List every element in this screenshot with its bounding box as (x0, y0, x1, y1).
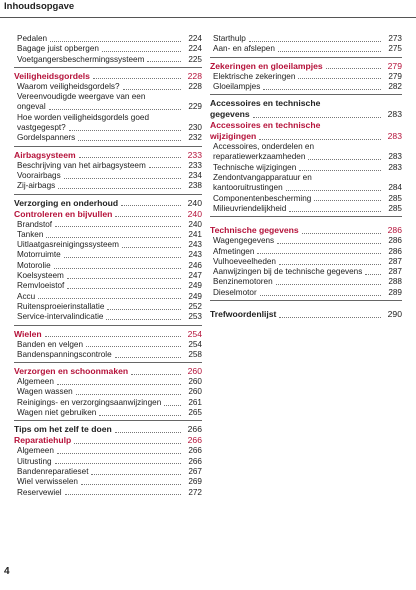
toc-entry-label: Starthulp (213, 34, 246, 43)
dot-leader (99, 415, 181, 416)
toc-entry-label: Technische gegevens (210, 225, 299, 236)
section-divider (14, 325, 202, 326)
toc-entry-label: Milieuvriendelijkheid (213, 203, 287, 213)
toc-entry-label: Koelsysteem (17, 271, 64, 281)
toc-entry[interactable] (14, 133, 202, 143)
toc-entry-page: 285 (388, 193, 402, 203)
toc-entry-page: 273 (388, 34, 402, 43)
toc-entry-label: Tips om het zelf te doen (14, 424, 112, 435)
toc-entry-page: 279 (387, 60, 402, 71)
toc-entry-label: Algemeen (17, 377, 54, 387)
toc-entry[interactable] (210, 72, 402, 82)
toc-entry-label: Bagage juist opbergen (17, 44, 99, 54)
toc-entry[interactable] (14, 446, 202, 456)
toc-entry-label: Reservewiel (17, 487, 62, 497)
toc-entry-label: Benzinemotoren (213, 277, 273, 287)
dot-leader (164, 405, 181, 406)
toc-entry-label: Elektrische zekeringen (213, 71, 296, 81)
toc-entry-page: 266 (187, 424, 202, 435)
toc-entry-label: Airbagsysteem (14, 149, 76, 160)
dot-leader (289, 211, 381, 212)
dot-leader (55, 463, 181, 464)
toc-entry[interactable] (14, 34, 202, 44)
dot-leader (365, 274, 381, 275)
toc-group (210, 72, 402, 93)
toc-entry[interactable] (14, 387, 202, 397)
toc-entry-label: Afmetingen (213, 246, 255, 256)
toc-group (14, 446, 202, 497)
toc-right-column (210, 34, 402, 320)
toc-entry[interactable] (210, 183, 402, 193)
toc-entry-label: Motorolie (17, 260, 51, 270)
page-header (0, 0, 416, 16)
toc-entry[interactable] (210, 267, 402, 277)
toc-entry-label: Bandenspanningscontrole (17, 349, 112, 359)
toc-entry-label: Brandstof (17, 219, 53, 229)
toc-group (14, 82, 202, 92)
dot-leader (260, 295, 381, 296)
toc-entry-page: 247 (188, 271, 202, 281)
toc-entry[interactable] (14, 82, 202, 92)
toc-entry-page: 285 (388, 203, 402, 213)
toc-entry-page: 229 (188, 102, 202, 112)
toc-entry-page: 253 (188, 312, 202, 322)
toc-entry-page: 290 (387, 309, 402, 320)
toc-entry-label: Voetgangersbeschermingssysteem (17, 54, 145, 64)
toc-entry-page: 267 (188, 466, 202, 476)
toc-entry[interactable] (14, 230, 202, 240)
dot-leader (286, 190, 381, 191)
toc-group (210, 236, 402, 298)
toc-entry-label: Wagengegevens (213, 236, 275, 246)
toc-entry-page: 260 (188, 377, 202, 387)
toc-entry[interactable] (210, 204, 402, 214)
toc-entry[interactable] (210, 194, 402, 204)
toc-entry-page: 287 (388, 256, 402, 266)
toc-entry-label: Accu (17, 291, 36, 301)
toc-entry-page: 233 (187, 149, 202, 160)
toc-entry-label: Bandenreparatieset (17, 466, 89, 476)
toc-section[interactable] (14, 150, 202, 161)
toc-entry-page: 279 (388, 71, 402, 81)
dot-leader (78, 140, 181, 141)
toc-entry-label: Gloeilampjes (213, 81, 261, 91)
toc-entry-label: Uitlaatgasreinigingssysteem (17, 240, 119, 250)
toc-entry[interactable] (210, 247, 402, 257)
toc-entry[interactable] (210, 257, 402, 267)
toc-chapter[interactable] (14, 198, 202, 209)
toc-entry-page: 254 (187, 328, 202, 339)
dot-leader (76, 394, 181, 395)
toc-entry-page: 266 (188, 456, 202, 466)
dot-leader (314, 200, 381, 201)
section-divider (14, 146, 202, 147)
toc-entry-page: 240 (187, 197, 202, 208)
toc-entry-label: Wielen (14, 328, 42, 339)
toc-entry-label: Zij-airbags (17, 181, 56, 191)
dot-leader (277, 243, 381, 244)
toc-entry-page: 266 (188, 446, 202, 456)
toc-entry-label: Voorairbags (17, 170, 61, 180)
toc-group (210, 34, 402, 55)
toc-entry[interactable] (14, 102, 202, 112)
page-number: 4 (4, 566, 10, 577)
toc-entry[interactable] (14, 457, 202, 467)
toc-entry[interactable] (210, 152, 402, 162)
toc-entry-label: Uitrusting (17, 456, 52, 466)
toc-entry-label: Aanwijzingen bij de technische gegevens (213, 267, 363, 277)
toc-entry-label: Dieselmotor (213, 287, 257, 297)
dot-leader (74, 443, 181, 444)
toc-group (210, 194, 402, 215)
toc-section[interactable] (14, 329, 202, 340)
dot-leader (69, 130, 181, 131)
toc-entry-page: 260 (187, 366, 202, 377)
dot-leader (67, 278, 181, 279)
page-title: Inhoudsopgave (4, 1, 75, 12)
toc-entry-label: reparatiewerkzaamheden (213, 152, 306, 162)
toc-entry[interactable] (210, 44, 402, 54)
toc-chapter[interactable] (210, 309, 402, 320)
toc-entry-label: Veiligheidsgordels (14, 70, 90, 81)
toc-entry-page: 287 (388, 267, 402, 277)
dot-leader (299, 170, 381, 171)
toc-entry-label: wijzigingen (210, 131, 257, 142)
dot-leader (49, 109, 181, 110)
toc-entry-page: 246 (188, 260, 202, 270)
toc-entry-page: 234 (188, 170, 202, 180)
dot-leader (65, 494, 181, 495)
toc-entry[interactable] (14, 302, 202, 312)
toc-entry-page: 224 (188, 34, 202, 43)
toc-entry-page: 283 (388, 152, 402, 162)
toc-group (14, 377, 202, 418)
toc-entry-label: Banden en velgen (17, 339, 84, 349)
toc-group (14, 133, 202, 143)
toc-entry-label: Gordelspanners (17, 133, 76, 143)
dot-leader (38, 298, 181, 299)
dot-leader (64, 257, 181, 258)
toc-entry[interactable] (210, 236, 402, 246)
toc-entry[interactable] (14, 171, 202, 181)
toc-left-column (14, 34, 202, 498)
toc-entry[interactable] (14, 398, 202, 408)
toc-section-line: Accessoires en technische (210, 120, 321, 131)
toc-entry-page: 249 (188, 281, 202, 291)
toc-entry[interactable] (14, 281, 202, 291)
toc-entry[interactable] (14, 467, 202, 477)
toc-entry-label: Ruitensproeierinstallatie (17, 301, 105, 311)
toc-entry[interactable] (14, 161, 202, 171)
dot-leader (302, 233, 381, 234)
toc-entry-label: Controleren en bijvullen (14, 208, 113, 219)
toc-entry-page: 284 (388, 183, 402, 193)
toc-entry-page: 243 (188, 250, 202, 260)
dot-leader (279, 264, 381, 265)
toc-entry-page: 265 (188, 408, 202, 418)
toc-entry-label: Verzorging en onderhoud (14, 197, 119, 208)
toc-entry[interactable] (14, 377, 202, 387)
toc-entry-page: 282 (388, 81, 402, 91)
toc-entry-label: Remvloeistof (17, 281, 65, 291)
toc-group (14, 34, 202, 65)
toc-chapter[interactable] (14, 424, 202, 435)
toc-entry-page: 289 (388, 287, 402, 297)
dot-leader (106, 319, 181, 320)
toc-entry-page: 241 (188, 229, 202, 239)
toc-entry-label: ongeval (17, 102, 46, 112)
toc-group (14, 220, 202, 323)
toc-entry-page: 254 (188, 339, 202, 349)
toc-entry-page: 228 (187, 70, 202, 81)
dot-leader (298, 78, 381, 79)
toc-entry-label: Zekeringen en gloeilampjes (210, 60, 323, 71)
toc-section[interactable] (210, 131, 402, 142)
dot-leader (45, 336, 181, 337)
section-divider (14, 194, 202, 195)
toc-entry-page: 238 (188, 181, 202, 191)
dot-leader (115, 216, 181, 217)
toc-entry-page: 225 (188, 54, 202, 64)
section-divider (210, 300, 402, 301)
dot-leader (55, 226, 181, 227)
section-divider (210, 216, 402, 217)
toc-entry-label: Tanken (17, 229, 44, 239)
toc-entry[interactable] (14, 220, 202, 230)
toc-entry-label: kantooruitrustingen (213, 183, 283, 193)
dot-leader (46, 237, 181, 238)
toc-entry[interactable] (14, 408, 202, 418)
section-divider (210, 94, 402, 95)
toc-entry[interactable] (14, 181, 202, 191)
toc-entry-label: vastgegespt? (17, 123, 66, 133)
dot-leader (86, 346, 181, 347)
dot-leader (50, 41, 181, 42)
dot-leader (249, 41, 381, 42)
toc-entry[interactable] (14, 44, 202, 54)
dot-leader (278, 51, 381, 52)
toc-group (210, 163, 402, 173)
toc-entry-page: 260 (188, 387, 202, 397)
toc-entry[interactable] (210, 288, 402, 298)
toc-entry-label: Algemeen (17, 446, 54, 456)
toc-entry-label: Wagen wassen (17, 387, 73, 397)
toc-section[interactable] (14, 366, 202, 377)
toc-entry-label: Technische wijzigingen (213, 162, 297, 172)
toc-section[interactable] (14, 71, 202, 82)
toc-entry[interactable] (14, 340, 202, 350)
toc-entry-page: 224 (188, 44, 202, 54)
dot-leader (67, 288, 181, 289)
toc-entry-page: 240 (188, 219, 202, 229)
dot-leader (149, 167, 181, 168)
toc-entry-wrapped-line: Zendontvangapparatuur en (213, 173, 312, 183)
toc-entry-page: 283 (387, 109, 402, 120)
toc-group (14, 340, 202, 361)
toc-entry-page: 286 (388, 246, 402, 256)
section-divider (210, 57, 402, 58)
toc-entry-label: Wiel verwisselen (17, 477, 78, 487)
toc-group (14, 161, 202, 192)
toc-entry-label: Motorruimte (17, 250, 61, 260)
toc-entry-label: Vulhoeveelheden (213, 256, 276, 266)
header-rule (0, 17, 416, 18)
dot-leader (54, 268, 181, 269)
dot-leader (131, 374, 181, 375)
dot-leader (326, 68, 381, 69)
dot-leader (147, 61, 181, 62)
toc-entry[interactable] (14, 488, 202, 498)
toc-entry[interactable] (14, 292, 202, 302)
toc-entry-page: 230 (188, 123, 202, 133)
section-divider (14, 67, 202, 68)
dot-leader (263, 89, 381, 90)
toc-entry-label: gegevens (210, 109, 250, 120)
toc-entry[interactable] (210, 163, 402, 173)
dot-leader (121, 205, 181, 206)
dot-leader (93, 78, 181, 79)
dot-leader (57, 384, 181, 385)
toc-entry-label: Wagen niet gebruiken (17, 408, 97, 418)
dot-leader (279, 317, 381, 318)
toc-entry[interactable] (14, 240, 202, 250)
toc-entry-page: 261 (188, 397, 202, 407)
dot-leader (115, 357, 181, 358)
toc-entry-page: 228 (188, 81, 202, 91)
toc-entry-label: Beschrijving van het airbagsysteem (17, 160, 146, 170)
toc-entry[interactable] (14, 261, 202, 271)
toc-entry-page: 240 (187, 208, 202, 219)
dot-leader (115, 432, 181, 433)
toc-entry-wrapped-line: Accessoires, onderdelen en (213, 142, 315, 152)
dot-leader (257, 253, 381, 254)
dot-leader (81, 484, 181, 485)
toc-entry-page: 286 (387, 225, 402, 236)
dot-leader (276, 284, 381, 285)
toc-entry-page: 275 (388, 44, 402, 54)
toc-section[interactable] (14, 209, 202, 220)
dot-leader (91, 474, 181, 475)
toc-entry-page: 269 (188, 477, 202, 487)
toc-entry[interactable] (210, 277, 402, 287)
toc-entry-label: Waarom veiligheidsgordels? (17, 81, 120, 91)
toc-entry-page: 272 (188, 487, 202, 497)
toc-section[interactable] (210, 225, 402, 236)
dot-leader (79, 157, 181, 158)
dot-leader (253, 117, 381, 118)
dot-leader (308, 159, 381, 160)
toc-entry-page: 232 (188, 133, 202, 143)
toc-entry-page: 233 (188, 160, 202, 170)
toc-entry-label: Aan- en afslepen (213, 44, 275, 54)
toc-entry-wrapped-line: Hoe worden veiligheidsgordels goed (17, 112, 149, 122)
toc-entry[interactable] (210, 34, 402, 44)
toc-entry-page: 258 (188, 349, 202, 359)
toc-entry-page: 288 (388, 277, 402, 287)
toc-entry[interactable] (14, 477, 202, 487)
dot-leader (259, 139, 381, 140)
toc-entry[interactable] (14, 55, 202, 65)
dot-leader (122, 247, 181, 248)
toc-entry-label: Reinigings- en verzorgingsaanwijzingen (17, 397, 162, 407)
toc-entry-page: 266 (187, 435, 202, 446)
toc-entry-page: 243 (188, 240, 202, 250)
toc-chapter[interactable] (210, 109, 402, 120)
toc-entry[interactable] (14, 350, 202, 360)
toc-entry[interactable] (210, 82, 402, 92)
toc-entry[interactable] (14, 312, 202, 322)
toc-entry-label: Trefwoordenlijst (210, 309, 277, 320)
toc-entry[interactable] (14, 123, 202, 133)
dot-leader (107, 309, 181, 310)
toc-entry-page: 283 (387, 131, 402, 142)
toc-entry-label: Verzorgen en schoonmaken (14, 366, 129, 377)
toc-entry-wrapped-line: Vereenvoudigde weergave van een (17, 92, 146, 102)
toc-entry-page: 283 (388, 162, 402, 172)
dot-leader (64, 178, 181, 179)
toc-section[interactable] (14, 435, 202, 446)
toc-entry[interactable] (14, 250, 202, 260)
toc-entry-page: 249 (188, 291, 202, 301)
toc-entry-page: 252 (188, 301, 202, 311)
dot-leader (57, 453, 181, 454)
section-divider (14, 362, 202, 363)
dot-leader (58, 188, 181, 189)
toc-section[interactable] (210, 61, 402, 72)
dot-leader (102, 51, 181, 52)
toc-entry[interactable] (14, 271, 202, 281)
toc-entry-page: 286 (388, 236, 402, 246)
toc-entry-label: Componentenbescherming (213, 193, 312, 203)
toc-chapter-line: Accessoires en technische (210, 98, 321, 109)
toc-entry-label: Reparatiehulp (14, 435, 72, 446)
dot-leader (123, 89, 181, 90)
toc-entry-label: Service-intervalindicatie (17, 312, 104, 322)
toc-entry-label: Pedalen (17, 34, 48, 43)
section-divider (14, 420, 202, 421)
